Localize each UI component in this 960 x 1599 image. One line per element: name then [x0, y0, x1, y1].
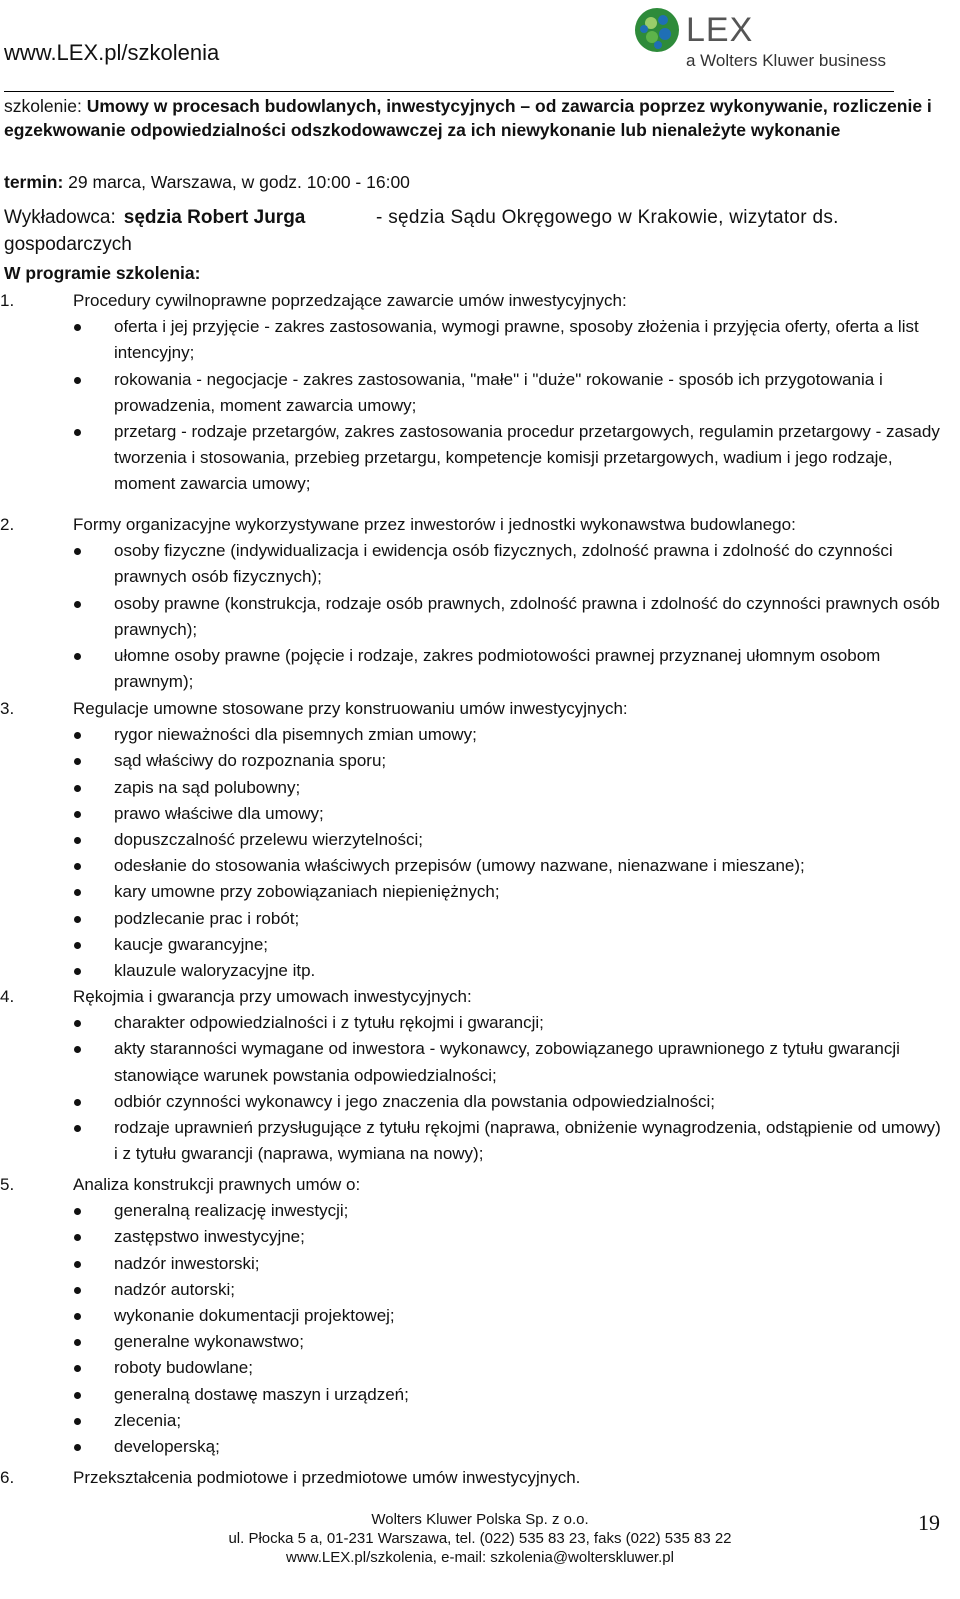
list-item — [114, 314, 949, 366]
training-title-text: Umowy w procesach budowlanych, inwestycyjnych – od zawarcia poprzez wykonywanie, rozliczenie i egzekwowanie odpowiedzialności odszkodowawczej za ich niewykonanie lub nienależyte wykonanie — [4, 96, 932, 140]
list-item — [114, 419, 949, 498]
bullet-icon — [74, 1261, 81, 1268]
logo-subtitle: a Wolters Kluwer business — [686, 51, 886, 70]
bullet-icon — [74, 1287, 81, 1294]
logo-word: LEX — [686, 11, 754, 49]
section-number: 3. — [0, 699, 15, 718]
section-number: 4. — [0, 987, 15, 1006]
list-item — [114, 367, 949, 419]
list-item-text: odbiór czynności wykonawcy i jego znaczenia dla powstania odpowiedzialności; — [114, 1091, 716, 1111]
list-item-text: przetarg - rodzaje przetargów, zakres zastosowania procedur przetargowych, regulamin przetargowy - zasady tworzenia i stosowania, przebieg przetargu, kompetencje komisji przetargowych, wadium i jego rodzaje, moment zawarcia umowy; — [114, 422, 940, 494]
list-item-text: odesłanie do stosowania właściwych przepisów (umowy nazwane, nienazwane i mieszane); — [114, 856, 805, 876]
lex-logo — [632, 5, 912, 75]
list-item — [114, 1115, 949, 1167]
bullet-icon — [74, 1125, 81, 1132]
training-term — [4, 172, 410, 193]
bullet-icon — [74, 1099, 81, 1106]
list-item-text: charakter odpowiedzialności i z tytułu rękojmi i gwarancji; — [114, 1013, 544, 1033]
list-item-text: ułomne osoby prawne (pojęcie i rodzaje, zakres podmiotowości prawnej przyznanej ułomnym osobom prawnym); — [114, 646, 881, 692]
list-item-text: kary umowne przy zobowiązaniach niepieniężnych; — [114, 882, 500, 902]
list-item-text: sąd właściwy do rozpoznania sporu; — [114, 751, 387, 771]
bullet-icon — [74, 1020, 81, 1027]
list-item — [114, 538, 949, 590]
bullet-icon — [74, 968, 81, 975]
list-item-text: generalną realizację inwestycji; — [114, 1201, 349, 1221]
lecturer-role-cont: gospodarczych — [4, 234, 132, 255]
bullet-icon — [74, 916, 81, 923]
bullet-icon — [74, 1313, 81, 1320]
list-item-text: nadzór inwestorski; — [114, 1253, 260, 1273]
list-item — [114, 932, 949, 958]
list-item-text: generalną dostawę maszyn i urządzeń; — [114, 1384, 409, 1404]
bullet-icon — [74, 942, 81, 949]
list-item — [114, 1089, 949, 1115]
section-title: Procedury cywilnoprawne poprzedzające zawarcie umów inwestycyjnych: — [73, 291, 627, 310]
section-number: 2. — [0, 515, 15, 534]
list-item — [114, 1303, 949, 1329]
list-item — [114, 801, 949, 827]
footer-address: ul. Płocka 5 a, 01-231 Warszawa, tel. (022) 535 83 23, faks (022) 535 83 22 — [228, 1530, 732, 1547]
section-title: Formy organizacyjne wykorzystywane przez inwestorów i jednostki wykonawstwa budowlanego: — [73, 515, 796, 534]
list-item — [114, 1355, 949, 1381]
list-item — [114, 853, 949, 879]
bullet-icon — [74, 377, 81, 384]
list-item — [114, 958, 949, 984]
list-item-text: zastępstwo inwestycyjne; — [114, 1227, 305, 1247]
lecturer-role: - sędzia Sądu Okręgowego w Krakowie, wizytator ds. — [376, 207, 839, 228]
section-items — [114, 538, 949, 695]
lecturer-name: sędzia Robert Jurga — [123, 207, 306, 228]
list-item-text: nadzór autorski; — [114, 1279, 235, 1299]
bullet-icon — [74, 1046, 81, 1053]
list-item — [114, 643, 949, 695]
bullet-icon — [74, 1234, 81, 1241]
list-item-text: developerską; — [114, 1437, 220, 1457]
header-rule — [4, 91, 894, 92]
bullet-icon — [74, 1444, 81, 1451]
list-item — [114, 591, 949, 643]
list-item — [114, 748, 949, 774]
list-item-text: rodzaje uprawnień przysługujące z tytułu rękojmi (naprawa, obniżenie wynagrodzenia, odstąpienie od umowy) i z tytułu gwarancji (naprawa, wymiana na nowy); — [114, 1118, 941, 1164]
list-item-text: zlecenia; — [114, 1410, 182, 1430]
list-item — [114, 1010, 949, 1036]
list-item-text: prawo właściwe dla umowy; — [114, 803, 324, 823]
list-item — [114, 1382, 949, 1408]
section-title: Analiza konstrukcji prawnych umów o: — [73, 1175, 361, 1194]
list-item — [114, 1224, 949, 1250]
section-title: Przekształcenia podmiotowe i przedmiotowe umów inwestycyjnych. — [73, 1468, 581, 1487]
bullet-icon — [74, 324, 81, 331]
list-item — [114, 722, 949, 748]
bullet-icon — [74, 601, 81, 608]
list-item-text: akty staranności wymagane od inwestora - wykonawcy, zobowiązanego uprawnionego z tytułu gwarancji stanowiące warunek powstania odpowiedzialności; — [114, 1039, 900, 1085]
section-number: 6. — [0, 1468, 15, 1487]
list-item — [114, 1329, 949, 1355]
section-title: Regulacje umowne stosowane przy konstruowaniu umów inwestycyjnych: — [73, 699, 628, 718]
footer-company: Wolters Kluwer Polska Sp. z o.o. — [371, 1511, 589, 1528]
section-number: 1. — [0, 291, 15, 310]
footer — [0, 1510, 960, 1567]
list-item — [114, 1036, 949, 1088]
list-item-text: zapis na sąd polubowny; — [114, 777, 301, 797]
list-item — [114, 906, 949, 932]
list-item-text: oferta i jej przyjęcie - zakres zastosowania, wymogi prawne, sposoby złożenia i przyjęcia oferty, oferta a list intencyjny; — [114, 317, 919, 363]
bullet-icon — [74, 1208, 81, 1215]
bullet-icon — [74, 548, 81, 555]
list-item — [114, 1198, 949, 1224]
section-number: 5. — [0, 1175, 15, 1194]
list-item — [114, 1408, 949, 1434]
term-value: 29 marca, Warszawa, w godz. 10:00 - 16:00 — [63, 172, 410, 192]
list-item — [114, 775, 949, 801]
bullet-icon — [74, 1392, 81, 1399]
list-item-text: wykonanie dokumentacji projektowej; — [114, 1306, 395, 1325]
list-item-text: rokowania - negocjacje - zakres zastosowania, "małe" i "duże" rokowanie - sposób ich przygotowania i prowadzenia, moment zawarcia umowy; — [114, 369, 883, 415]
list-item-text: klauzule waloryzacyjne itp. — [114, 961, 316, 981]
section-items — [114, 314, 949, 497]
bullet-icon — [74, 837, 81, 844]
bullet-icon — [74, 1339, 81, 1346]
list-item-text: podzlecanie prac i robót; — [114, 908, 300, 928]
list-item — [114, 879, 949, 905]
list-item-text: generalne wykonawstwo; — [114, 1332, 304, 1352]
section-items — [114, 1010, 949, 1167]
bullet-icon — [74, 889, 81, 896]
section-title: Rękojmia i gwarancja przy umowach inwestycyjnych: — [73, 987, 472, 1006]
list-item-text: osoby prawne (konstrukcja, rodzaje osób prawnych, zdolność prawna i zdolność do czynności prawnych osób prawnych); — [114, 593, 940, 639]
bullet-icon — [74, 1418, 81, 1425]
list-item-text: dopuszczalność przelewu wierzytelności; — [114, 830, 423, 849]
lecturer-line — [4, 205, 944, 255]
term-label: termin: — [4, 172, 64, 192]
list-item-text: osoby fizyczne (indywidualizacja i ewidencja osób fizycznych, zdolność prawna i zdolność do czynności prawnych osób fizycznych); — [114, 541, 893, 587]
list-item-text: kaucje gwarancyjne; — [114, 934, 269, 954]
list-item — [114, 827, 949, 853]
page-number: 19 — [918, 1510, 940, 1535]
list-item-text: rygor nieważności dla pisemnych zmian umowy; — [114, 725, 477, 745]
bullet-icon — [74, 863, 81, 870]
bullet-icon — [74, 811, 81, 818]
program-heading: W programie szkolenia: — [4, 263, 201, 283]
training-label: szkolenie: — [4, 96, 87, 116]
footer-contact: www.LEX.pl/szkolenia, e-mail: szkolenia@wolterskluwer.pl — [286, 1549, 674, 1566]
list-item — [114, 1277, 949, 1303]
lecturer-label: Wykładowca: — [4, 207, 116, 228]
bullet-icon — [74, 429, 81, 436]
list-item-text: roboty budowlane; — [114, 1358, 253, 1378]
list-item — [114, 1251, 949, 1277]
section-items — [114, 1198, 949, 1460]
bullet-icon — [74, 732, 81, 739]
bullet-icon — [74, 1365, 81, 1372]
section-items — [114, 722, 949, 984]
bullet-icon — [74, 758, 81, 765]
list-item — [114, 1434, 949, 1460]
bullet-icon — [74, 653, 81, 660]
bullet-icon — [74, 785, 81, 792]
globe-icon — [632, 5, 682, 55]
header-url: www.LEX.pl/szkolenia — [4, 40, 220, 65]
training-title — [4, 95, 944, 142]
